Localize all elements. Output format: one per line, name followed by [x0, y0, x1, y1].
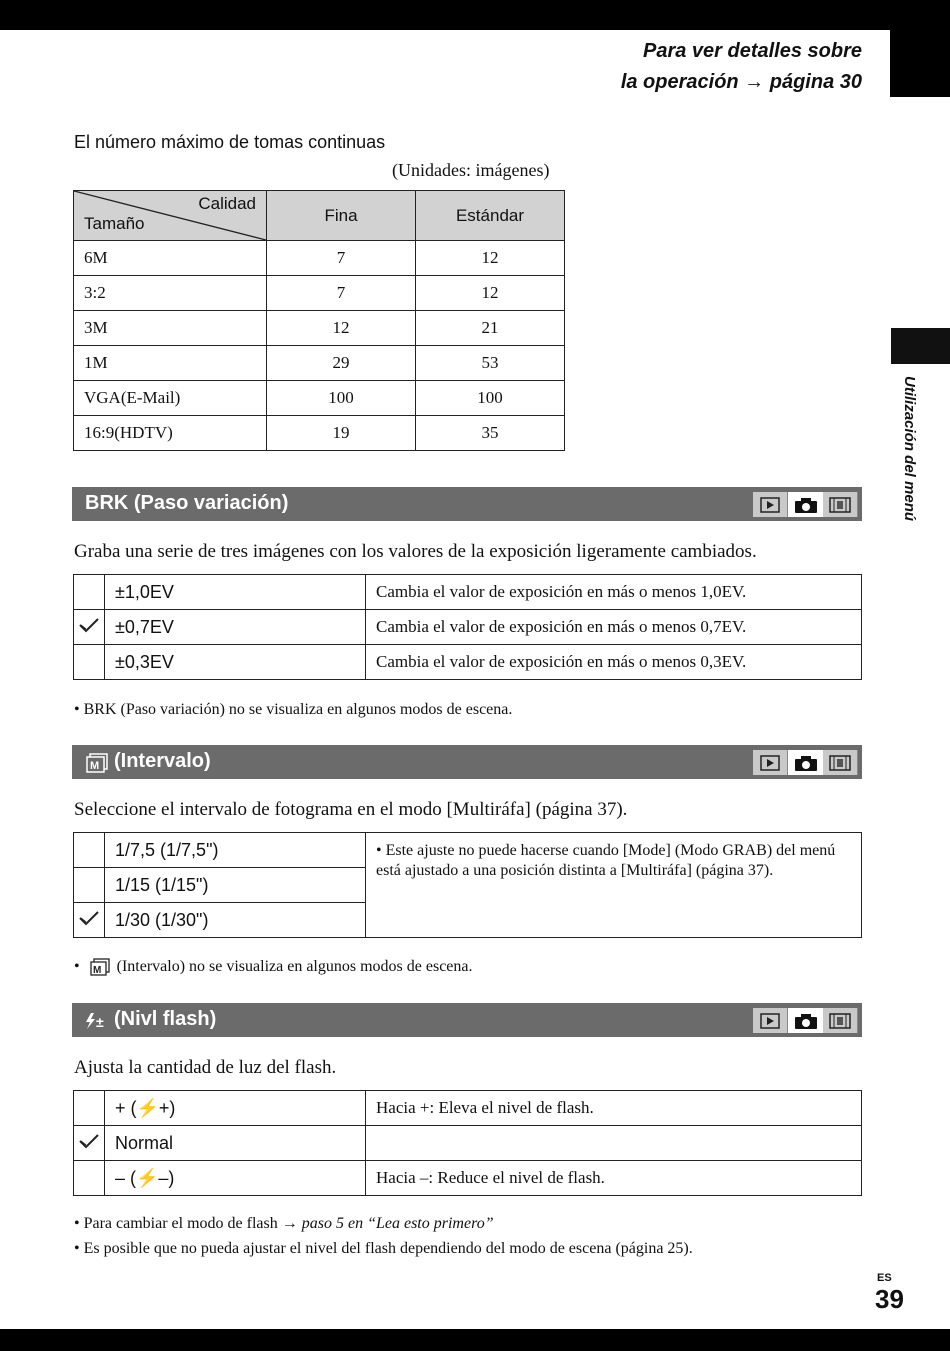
intervalo-desc: • Este ajuste no puede hacerse cuando [Mode] (Modo GRAB) del menú está ajustado a una posición distinta a [Multiráfa] (página 37). — [366, 833, 862, 938]
check-cell — [74, 645, 105, 680]
svg-text:M: M — [92, 965, 101, 976]
option-name: 1/30 (1/30") — [105, 903, 366, 938]
option-name: 1/15 (1/15") — [105, 868, 366, 903]
note-text: (Intervalo) no se visualiza en algunos modos de escena. — [116, 958, 473, 975]
option-name: ±1,0EV — [105, 575, 366, 610]
flash-options-table — [73, 1090, 862, 1196]
fine-cell: 7 — [267, 241, 416, 276]
svg-text:M: M — [90, 760, 100, 772]
table-row — [74, 416, 565, 451]
check-cell — [74, 868, 105, 903]
mode-icons — [753, 1008, 858, 1033]
column-fina: Fina — [267, 191, 416, 241]
camera-icon — [788, 1008, 823, 1033]
camera-icon — [788, 750, 823, 775]
size-cell: 16:9(HDTV) — [74, 416, 267, 451]
standard-cell: 35 — [416, 416, 565, 451]
note-link-text: paso 5 en “Lea esto primero” — [301, 1215, 494, 1232]
check-cell — [74, 1091, 105, 1126]
flash-option-row — [74, 1091, 862, 1126]
fine-cell: 19 — [267, 416, 416, 451]
table-row — [74, 276, 565, 311]
continuous-table — [73, 190, 565, 451]
intervalo-section-header — [72, 745, 862, 779]
page-number: 39 — [875, 1284, 904, 1314]
intervalo-options-table — [73, 832, 862, 938]
option-desc: Hacia –: Reduce el nivel de flash. — [366, 1161, 862, 1196]
table-header-row — [74, 191, 565, 241]
table-row — [74, 346, 565, 381]
svg-text:±: ± — [96, 1014, 104, 1030]
bottom-bar — [0, 1329, 950, 1351]
play-icon — [753, 1008, 788, 1033]
table-row — [74, 381, 565, 416]
column-estandar: Estándar — [416, 191, 565, 241]
check-cell — [74, 1126, 105, 1161]
standard-cell: 53 — [416, 346, 565, 381]
option-name: Normal — [105, 1126, 366, 1161]
fine-cell: 100 — [267, 381, 416, 416]
play-icon — [753, 750, 788, 775]
table-row — [74, 311, 565, 346]
brk-note: • BRK (Paso variación) no se visualiza en algunos modos de escena. — [74, 701, 513, 718]
flash-icon — [84, 1011, 110, 1031]
continuous-title: El número máximo de tomas continuas — [74, 132, 386, 152]
camera-icon — [788, 492, 823, 517]
check-cell — [74, 575, 105, 610]
check-icon — [78, 616, 100, 634]
option-desc: Cambia el valor de exposición en más o menos 0,3EV. — [366, 645, 862, 680]
brk-option-row — [74, 645, 862, 680]
header-line-1: Para ver detalles sobre — [642, 40, 862, 62]
check-cell — [74, 833, 105, 868]
intervalo-intro: Seleccione el intervalo de fotograma en el modo [Multiráfa] (página 37). — [74, 799, 628, 820]
check-icon — [78, 1132, 100, 1150]
size-cell: 3M — [74, 311, 267, 346]
option-desc — [366, 1126, 862, 1161]
standard-cell: 100 — [416, 381, 565, 416]
header-line-2: la operación → página 30 — [620, 71, 862, 93]
flash-note-1 — [74, 1215, 494, 1233]
side-tab-label — [898, 376, 922, 546]
burst-icon — [85, 753, 109, 773]
note-bullet: • — [74, 958, 80, 975]
size-cell: VGA(E-Mail) — [74, 381, 267, 416]
side-tab-text: Utilización del menú — [901, 376, 918, 522]
page-header — [621, 36, 862, 98]
page-language: ES — [877, 1272, 892, 1284]
check-cell — [74, 1161, 105, 1196]
option-desc: Cambia el valor de exposición en más o menos 1,0EV. — [366, 575, 862, 610]
check-icon — [78, 909, 100, 927]
flash-title: (Nivl flash) — [114, 1008, 217, 1030]
option-desc: Cambia el valor de exposición en más o menos 0,7EV. — [366, 610, 862, 645]
check-cell — [74, 610, 105, 645]
brk-option-row — [74, 575, 862, 610]
flash-option-row — [74, 1161, 862, 1196]
standard-cell: 12 — [416, 241, 565, 276]
intervalo-title: (Intervalo) — [114, 750, 211, 772]
flash-intro: Ajusta la cantidad de luz del flash. — [74, 1057, 337, 1078]
fine-cell: 12 — [267, 311, 416, 346]
size-cell: 3:2 — [74, 276, 267, 311]
corner-quality-label: Calidad — [198, 194, 256, 213]
movie-icon — [823, 492, 858, 517]
brk-intro: Graba una serie de tres imágenes con los valores de la exposición ligeramente cambiados. — [74, 541, 757, 562]
units-label: (Unidades: imágenes) — [392, 160, 550, 180]
option-name: – (⚡–) — [105, 1161, 366, 1196]
burst-icon — [89, 958, 111, 976]
size-cell: 6M — [74, 241, 267, 276]
side-tab-marker — [891, 328, 950, 364]
mode-icons — [753, 750, 858, 775]
option-name: ±0,3EV — [105, 645, 366, 680]
fine-cell: 29 — [267, 346, 416, 381]
standard-cell: 12 — [416, 276, 565, 311]
intervalo-option-row — [74, 833, 862, 868]
corner-cell — [74, 191, 267, 241]
option-desc: Hacia +: Eleva el nivel de flash. — [366, 1091, 862, 1126]
note-text: • Para cambiar el modo de flash → — [74, 1215, 302, 1232]
corner-size-label: Tamaño — [84, 214, 145, 233]
brk-section-header — [72, 487, 862, 521]
top-bar — [0, 0, 950, 30]
flash-note-2: • Es posible que no pueda ajustar el nivel del flash dependiendo del modo de escena (página 25). — [74, 1240, 693, 1257]
option-name: 1/7,5 (1/7,5") — [105, 833, 366, 868]
table-row — [74, 241, 565, 276]
mode-icons — [753, 492, 858, 517]
option-name: ±0,7EV — [105, 610, 366, 645]
flash-option-row — [74, 1126, 862, 1161]
play-icon — [753, 492, 788, 517]
top-tab-marker — [890, 30, 950, 97]
standard-cell: 21 — [416, 311, 565, 346]
size-cell: 1M — [74, 346, 267, 381]
flash-section-header — [72, 1003, 862, 1037]
check-cell — [74, 903, 105, 938]
fine-cell: 7 — [267, 276, 416, 311]
movie-icon — [823, 1008, 858, 1033]
brk-option-row — [74, 610, 862, 645]
option-name: + (⚡+) — [105, 1091, 366, 1126]
brk-options-table — [73, 574, 862, 680]
intervalo-note — [74, 958, 473, 976]
movie-icon — [823, 750, 858, 775]
brk-title: BRK (Paso variación) — [85, 492, 289, 514]
